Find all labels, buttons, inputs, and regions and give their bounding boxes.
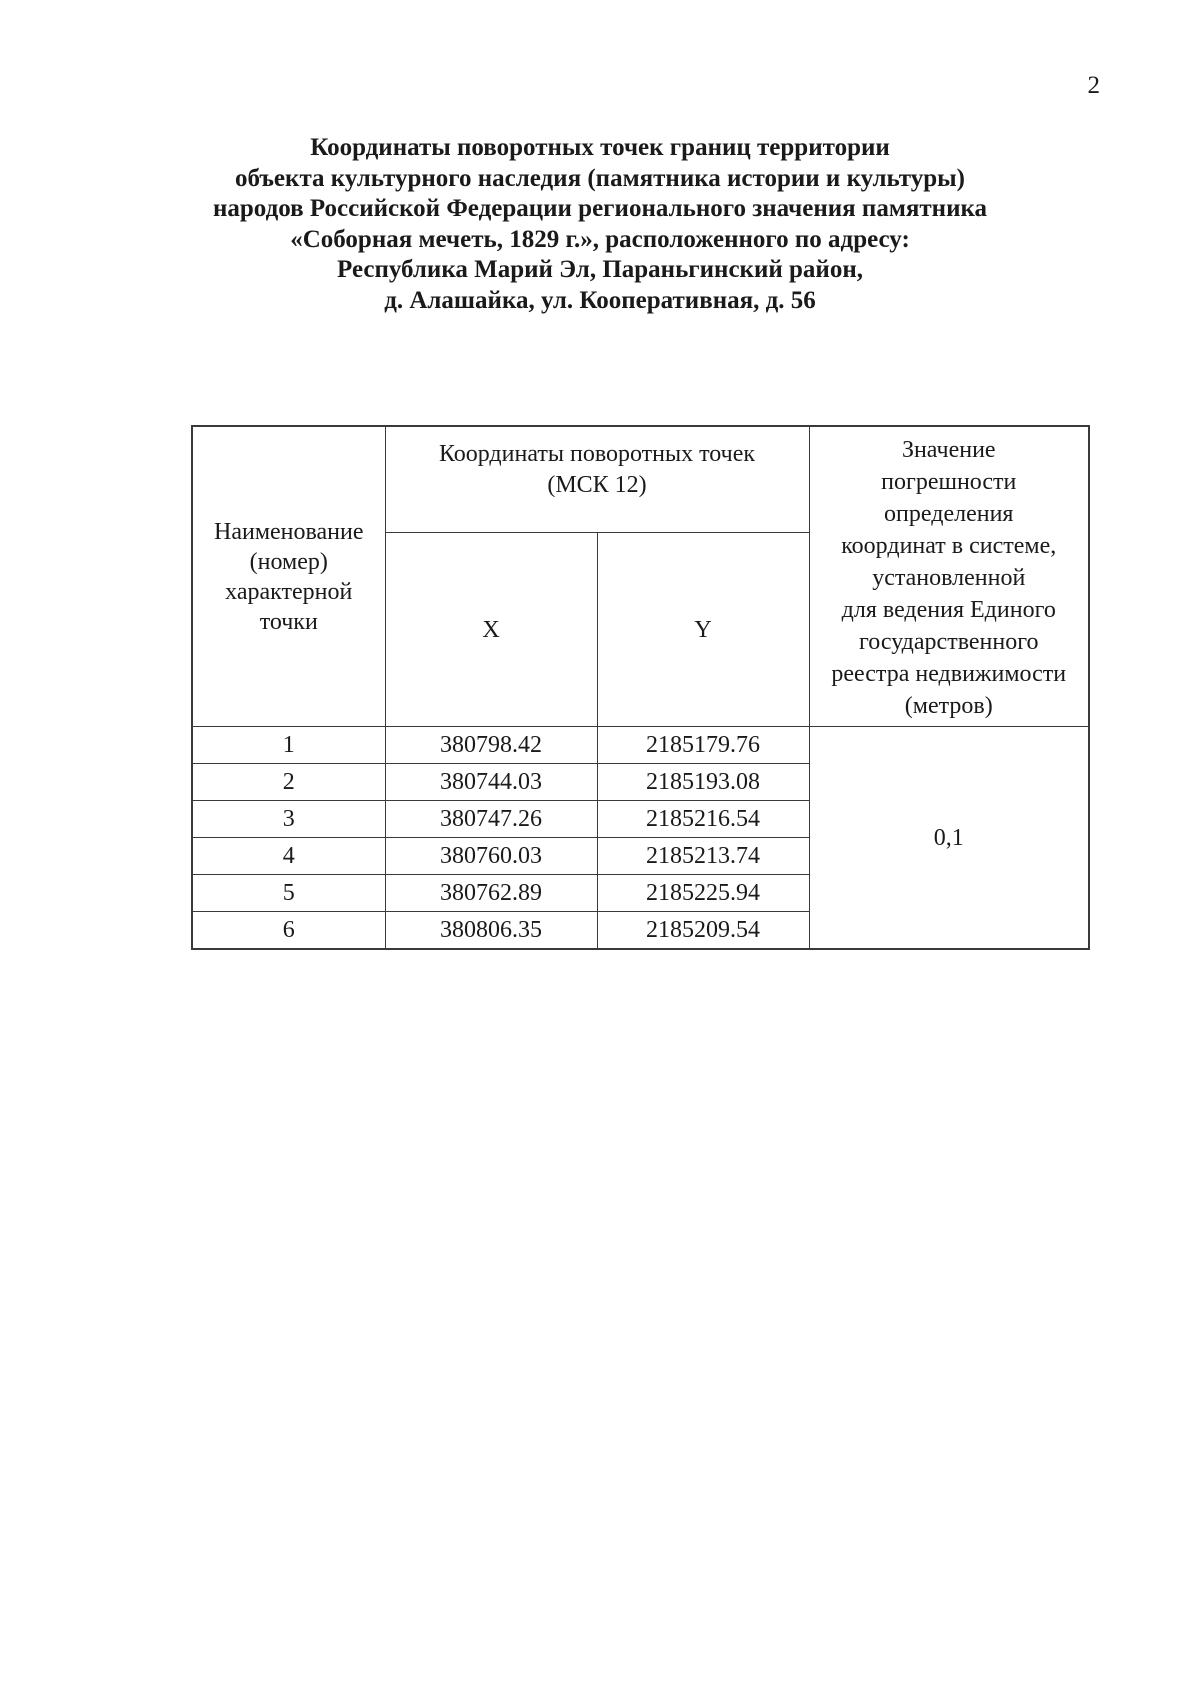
point-number: 4 [192, 838, 385, 875]
table-row [192, 727, 1089, 764]
header-text: государственного [859, 628, 1039, 655]
x-value: 380762.89 [385, 875, 597, 912]
point-number: 5 [192, 875, 385, 912]
x-value: 380747.26 [385, 801, 597, 838]
y-value: 2185193.08 [597, 764, 809, 801]
x-value: 380760.03 [385, 838, 597, 875]
y-value: 2185209.54 [597, 912, 809, 950]
header-accuracy [809, 426, 1089, 727]
y-value: 2185213.74 [597, 838, 809, 875]
title-line: Координаты поворотных точек границ территории [310, 134, 890, 161]
page-number: 2 [1087, 72, 1100, 99]
point-number: 6 [192, 912, 385, 950]
point-number: 3 [192, 801, 385, 838]
header-text: характерной [225, 578, 353, 605]
title-line: д. Алашайка, ул. Кооперативная, д. 56 [384, 286, 816, 314]
header-point-name [192, 426, 385, 727]
x-value: 380806.35 [385, 912, 597, 950]
header-text: координат в системе, [841, 532, 1057, 559]
header-text: (номер) [249, 548, 328, 575]
point-number: 2 [192, 764, 385, 801]
header-text: определения [884, 500, 1014, 527]
header-text: Значение [901, 436, 996, 463]
header-y: Y [597, 533, 809, 727]
header-text: Координаты поворотных точек [438, 441, 756, 467]
y-value: 2185225.94 [597, 875, 809, 912]
x-value: 380798.42 [385, 727, 597, 764]
header-text: (МСК 12) [547, 472, 647, 498]
point-number: 1 [192, 727, 385, 764]
header-text: установленной [872, 564, 1026, 591]
coordinates-table [191, 425, 1090, 950]
header-coordinates [385, 426, 809, 533]
accuracy-value: 0,1 [809, 727, 1089, 950]
header-row [192, 426, 1089, 533]
title-line: объекта культурного наследия (памятника истории и культуры) [234, 164, 965, 192]
header-text: для ведения Единого [841, 596, 1056, 623]
document-title [150, 133, 1050, 316]
title-line: народов Российской Федерации регионального значения памятника [213, 195, 987, 222]
x-value: 380744.03 [385, 764, 597, 801]
title-line: «Соборная мечеть, 1829 г.», расположенного по адресу: [290, 225, 910, 253]
header-text: реестра недвижимости [831, 660, 1067, 687]
header-x: X [385, 533, 597, 727]
title-line: Республика Марий Эл, Параньгинский район, [337, 256, 863, 283]
y-value: 2185216.54 [597, 801, 809, 838]
header-text: Наименование [213, 518, 364, 545]
y-value: 2185179.76 [597, 727, 809, 764]
header-text: погрешности [881, 468, 1017, 495]
header-text: точки [259, 608, 318, 635]
header-text: (метров) [904, 692, 993, 719]
